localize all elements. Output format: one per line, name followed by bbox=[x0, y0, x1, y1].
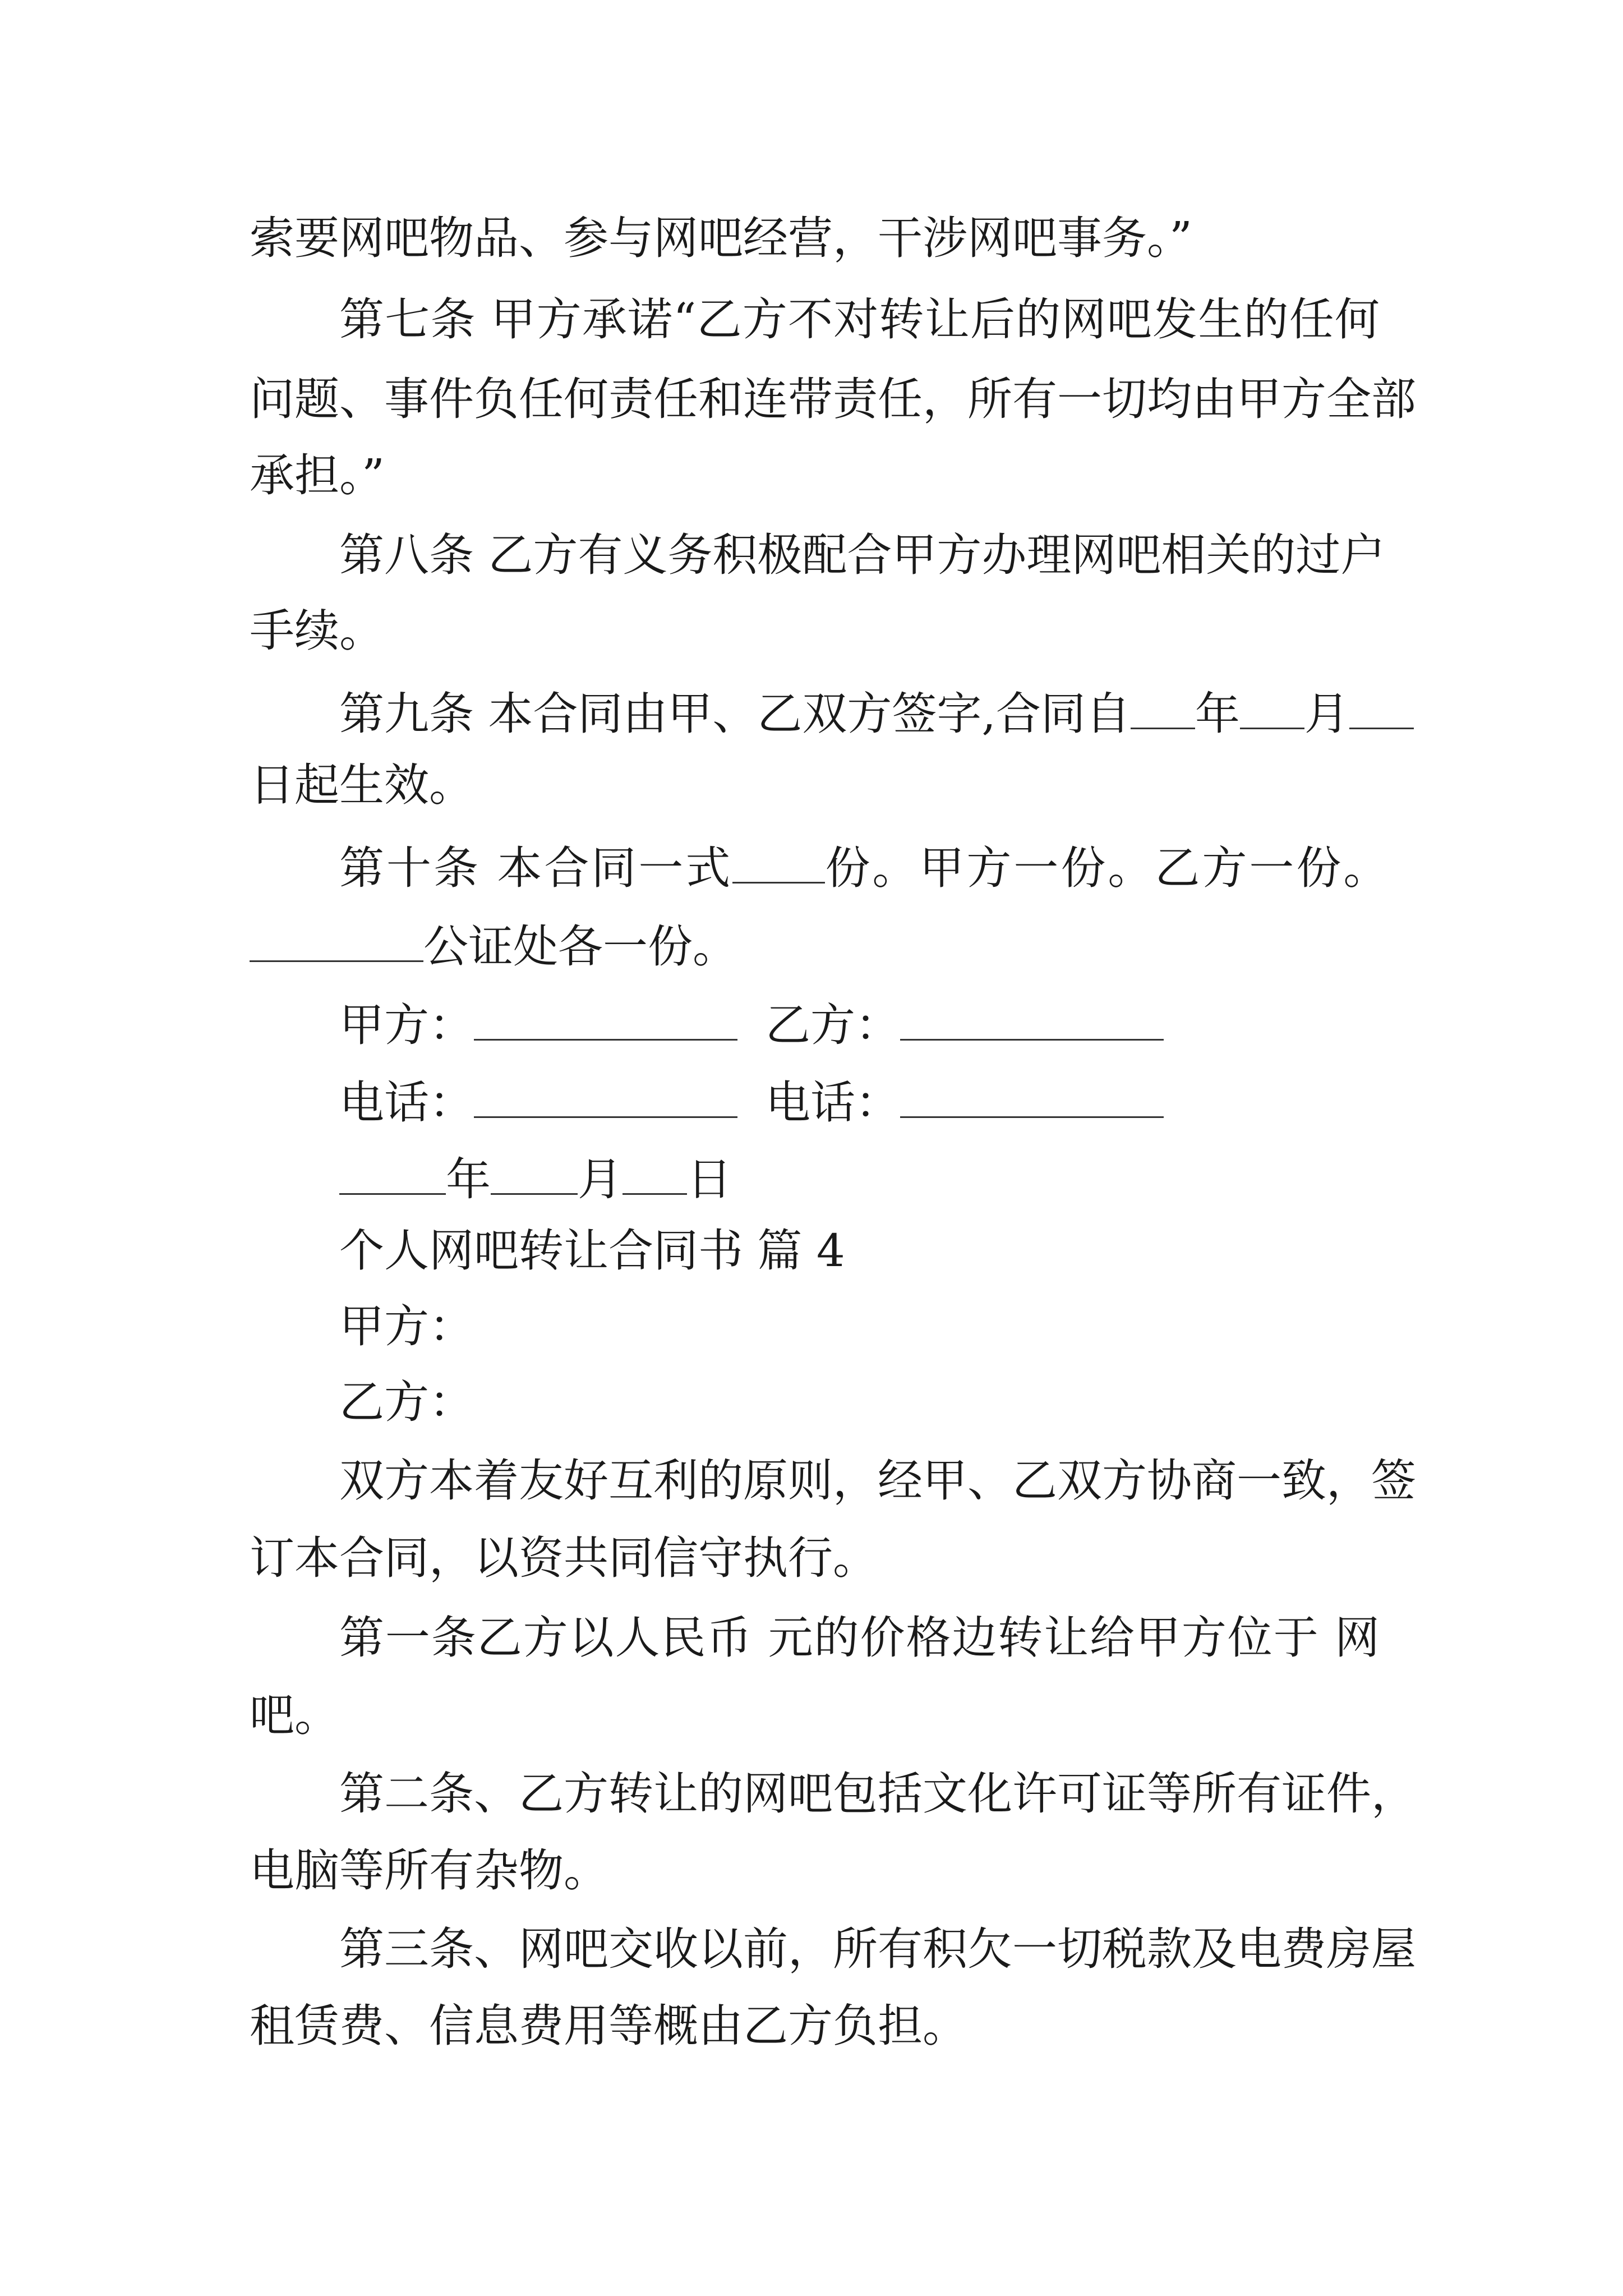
phone-b-blank bbox=[900, 1076, 1164, 1118]
party-a-label: 甲方： bbox=[339, 999, 474, 1051]
sign-day-label: 日 bbox=[687, 1153, 732, 1205]
year-label: 年 bbox=[1195, 688, 1240, 740]
article-10-cont: 公证处各一份。 bbox=[423, 921, 737, 973]
party-b-blank bbox=[900, 999, 1164, 1041]
article-8-line-2: 手续。 bbox=[250, 605, 384, 657]
body-line: 双方本着友好互利的原则，经甲、乙双方协商一致，签 bbox=[339, 1455, 1416, 1507]
article-9-text: 第九条 本合同由甲、乙双方签字,合同自 bbox=[339, 688, 1131, 740]
article-1-line-2: 吧。 bbox=[250, 1689, 339, 1741]
article-3-line-2: 租赁费、信息费用等概由乙方负担。 bbox=[250, 2000, 967, 2052]
sign-year-label: 年 bbox=[446, 1153, 491, 1205]
article-7-line-2: 问题、事件负任何责任和连带责任，所有一切均由甲方全部 bbox=[250, 373, 1416, 425]
section-party-a: 甲方： bbox=[339, 1300, 474, 1352]
article-2-line-2: 电脑等所有杂物。 bbox=[250, 1844, 608, 1897]
party-a-blank bbox=[474, 999, 737, 1041]
article-8-line-1: 第八条 乙方有义务积极配合甲方办理网吧相关的过户 bbox=[339, 529, 1386, 581]
article-2-line-1: 第二条、乙方转让的网吧包括文化许可证等所有证件， bbox=[339, 1768, 1416, 1820]
text-line: 索要网吧物品、参与网吧经营，干涉网吧事务。” bbox=[250, 212, 1192, 264]
article-7-line-1: 第七条 甲方承诺“乙方不对转让后的网吧发生的任何 bbox=[339, 293, 1380, 346]
month-blank bbox=[1240, 687, 1304, 729]
sign-month-blank bbox=[491, 1153, 578, 1195]
article-10-suffix: 份。甲方一份。乙方一份。 bbox=[825, 842, 1391, 894]
article-7-line-3: 承担。” bbox=[250, 449, 385, 501]
signature-row-phone bbox=[339, 1076, 1164, 1129]
year-blank bbox=[1131, 687, 1195, 729]
article-3-line-1: 第三条、网吧交收以前，所有积欠一切税款及电费房屋 bbox=[339, 1923, 1416, 1975]
article-10-line-2 bbox=[250, 920, 737, 973]
copies-blank bbox=[732, 841, 825, 884]
party-b-label: 乙方： bbox=[766, 999, 900, 1051]
section-party-b: 乙方： bbox=[339, 1376, 474, 1428]
notary-blank bbox=[250, 920, 423, 962]
section-title: 个人网吧转让合同书 篇 4 bbox=[339, 1225, 845, 1277]
article-1-line-1: 第一条乙方以人民币 元的价格边转让给甲方位于 网 bbox=[339, 1612, 1380, 1664]
signature-date bbox=[339, 1153, 732, 1205]
phone-a-label: 电话： bbox=[339, 1076, 474, 1129]
article-10-line-1 bbox=[339, 841, 1391, 894]
sign-day-blank bbox=[623, 1153, 687, 1195]
sign-year-blank bbox=[339, 1153, 446, 1195]
article-9-line-2: 日起生效。 bbox=[250, 759, 474, 811]
phone-a-blank bbox=[474, 1076, 737, 1118]
body-line: 订本合同，以资共同信守执行。 bbox=[250, 1532, 878, 1584]
article-10-text: 第十条 本合同一式 bbox=[339, 842, 733, 894]
sign-month-label: 月 bbox=[578, 1153, 623, 1205]
signature-row-party bbox=[339, 999, 1164, 1051]
day-blank bbox=[1349, 687, 1414, 729]
article-9-line-1 bbox=[339, 687, 1414, 740]
phone-b-label: 电话： bbox=[766, 1076, 900, 1129]
month-label: 月 bbox=[1304, 688, 1349, 740]
